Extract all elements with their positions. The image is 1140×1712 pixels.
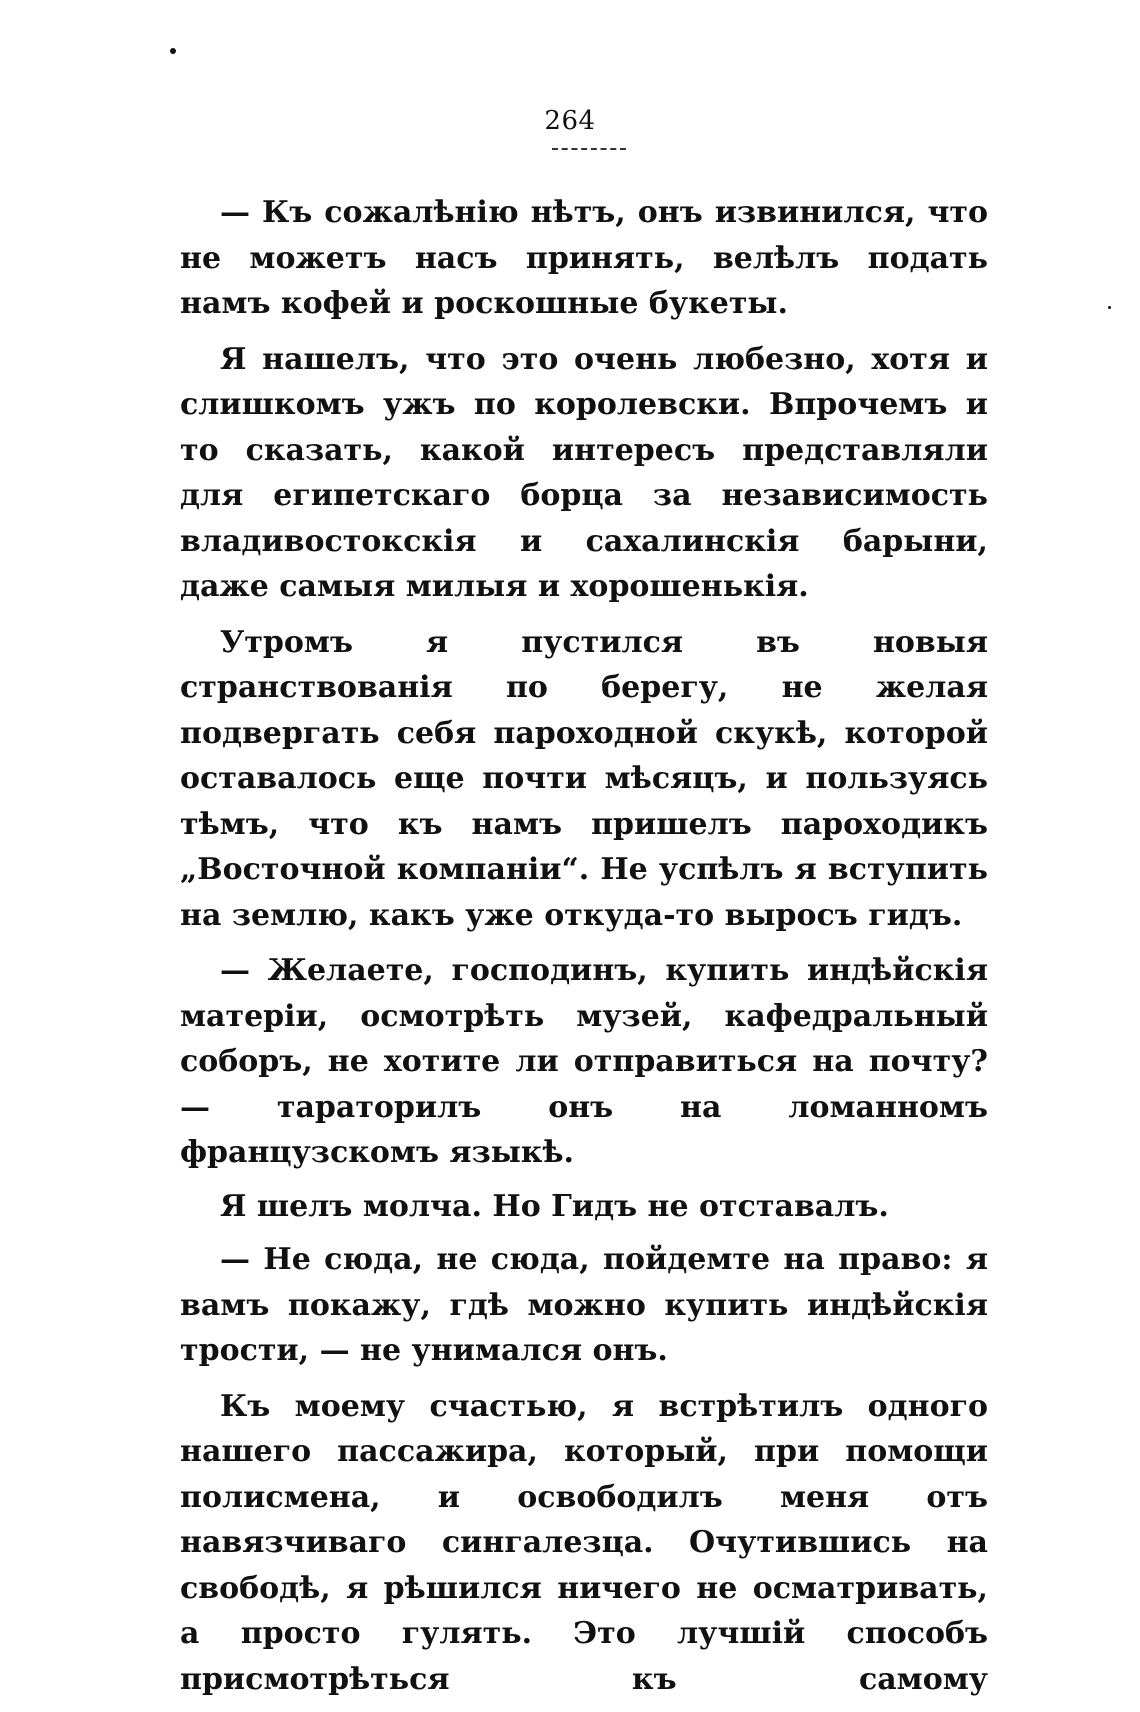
paragraph: Я шелъ молча. Но Гидъ не отставалъ. (220, 1188, 889, 1224)
paragraph: Къ моему счастью, я встрѣтилъ одного нашего пассажира, который, при помощи полисмена, и освободилъ меня отъ навязчиваго сингалезца. Очутившись на свободѣ, я рѣшился ничего не осматривать, а просто гулять. Это лучшій способъ присмотрѣться къ самому (180, 1388, 988, 1697)
ink-speck (170, 48, 176, 54)
body-text (180, 190, 988, 1712)
paragraph: — Желаете, господинъ, купить индѣйскія матеріи, осмотрѣть музей, кафедральный соборъ, не хотите ли отправиться на почту?— тараторилъ онъ на ломанномъ французскомъ языкѣ. (180, 953, 988, 1170)
paragraph: Я нашелъ, что это очень любезно, хотя и слишкомъ ужъ по королевски. Впрочемъ и то сказать, какой интересъ представляли для египетскаго борца за независимость владивостокскія и сахалинскія барыни, даже самыя милыя и хорошенькія. (180, 341, 988, 604)
page-number: 264 (544, 106, 596, 136)
paragraph: Утромъ я пустился въ новыя странствованія по берегу, не желая подвергать себя пароходной скукѣ, которой оставалось еще почти мѣсяцъ, и пользуясь тѣмъ, что къ намъ пришелъ пароходикъ „Восточной компаніи“. Не успѣлъ я вступить на землю, какъ уже откуда-то выросъ гидъ. (180, 624, 988, 933)
paragraph: — Не сюда, не сюда, пойдемте на право: я вамъ покажу, гдѣ можно купить индѣйскія трости, — не унимался онъ. (180, 1242, 988, 1368)
ink-speck (1108, 306, 1111, 309)
paragraph: — Къ сожалѣнію нѣтъ, онъ извинился, что не можетъ насъ принять, велѣлъ подать намъ кофей и роскошные букеты. (180, 195, 988, 321)
page-number-rule (552, 148, 626, 150)
